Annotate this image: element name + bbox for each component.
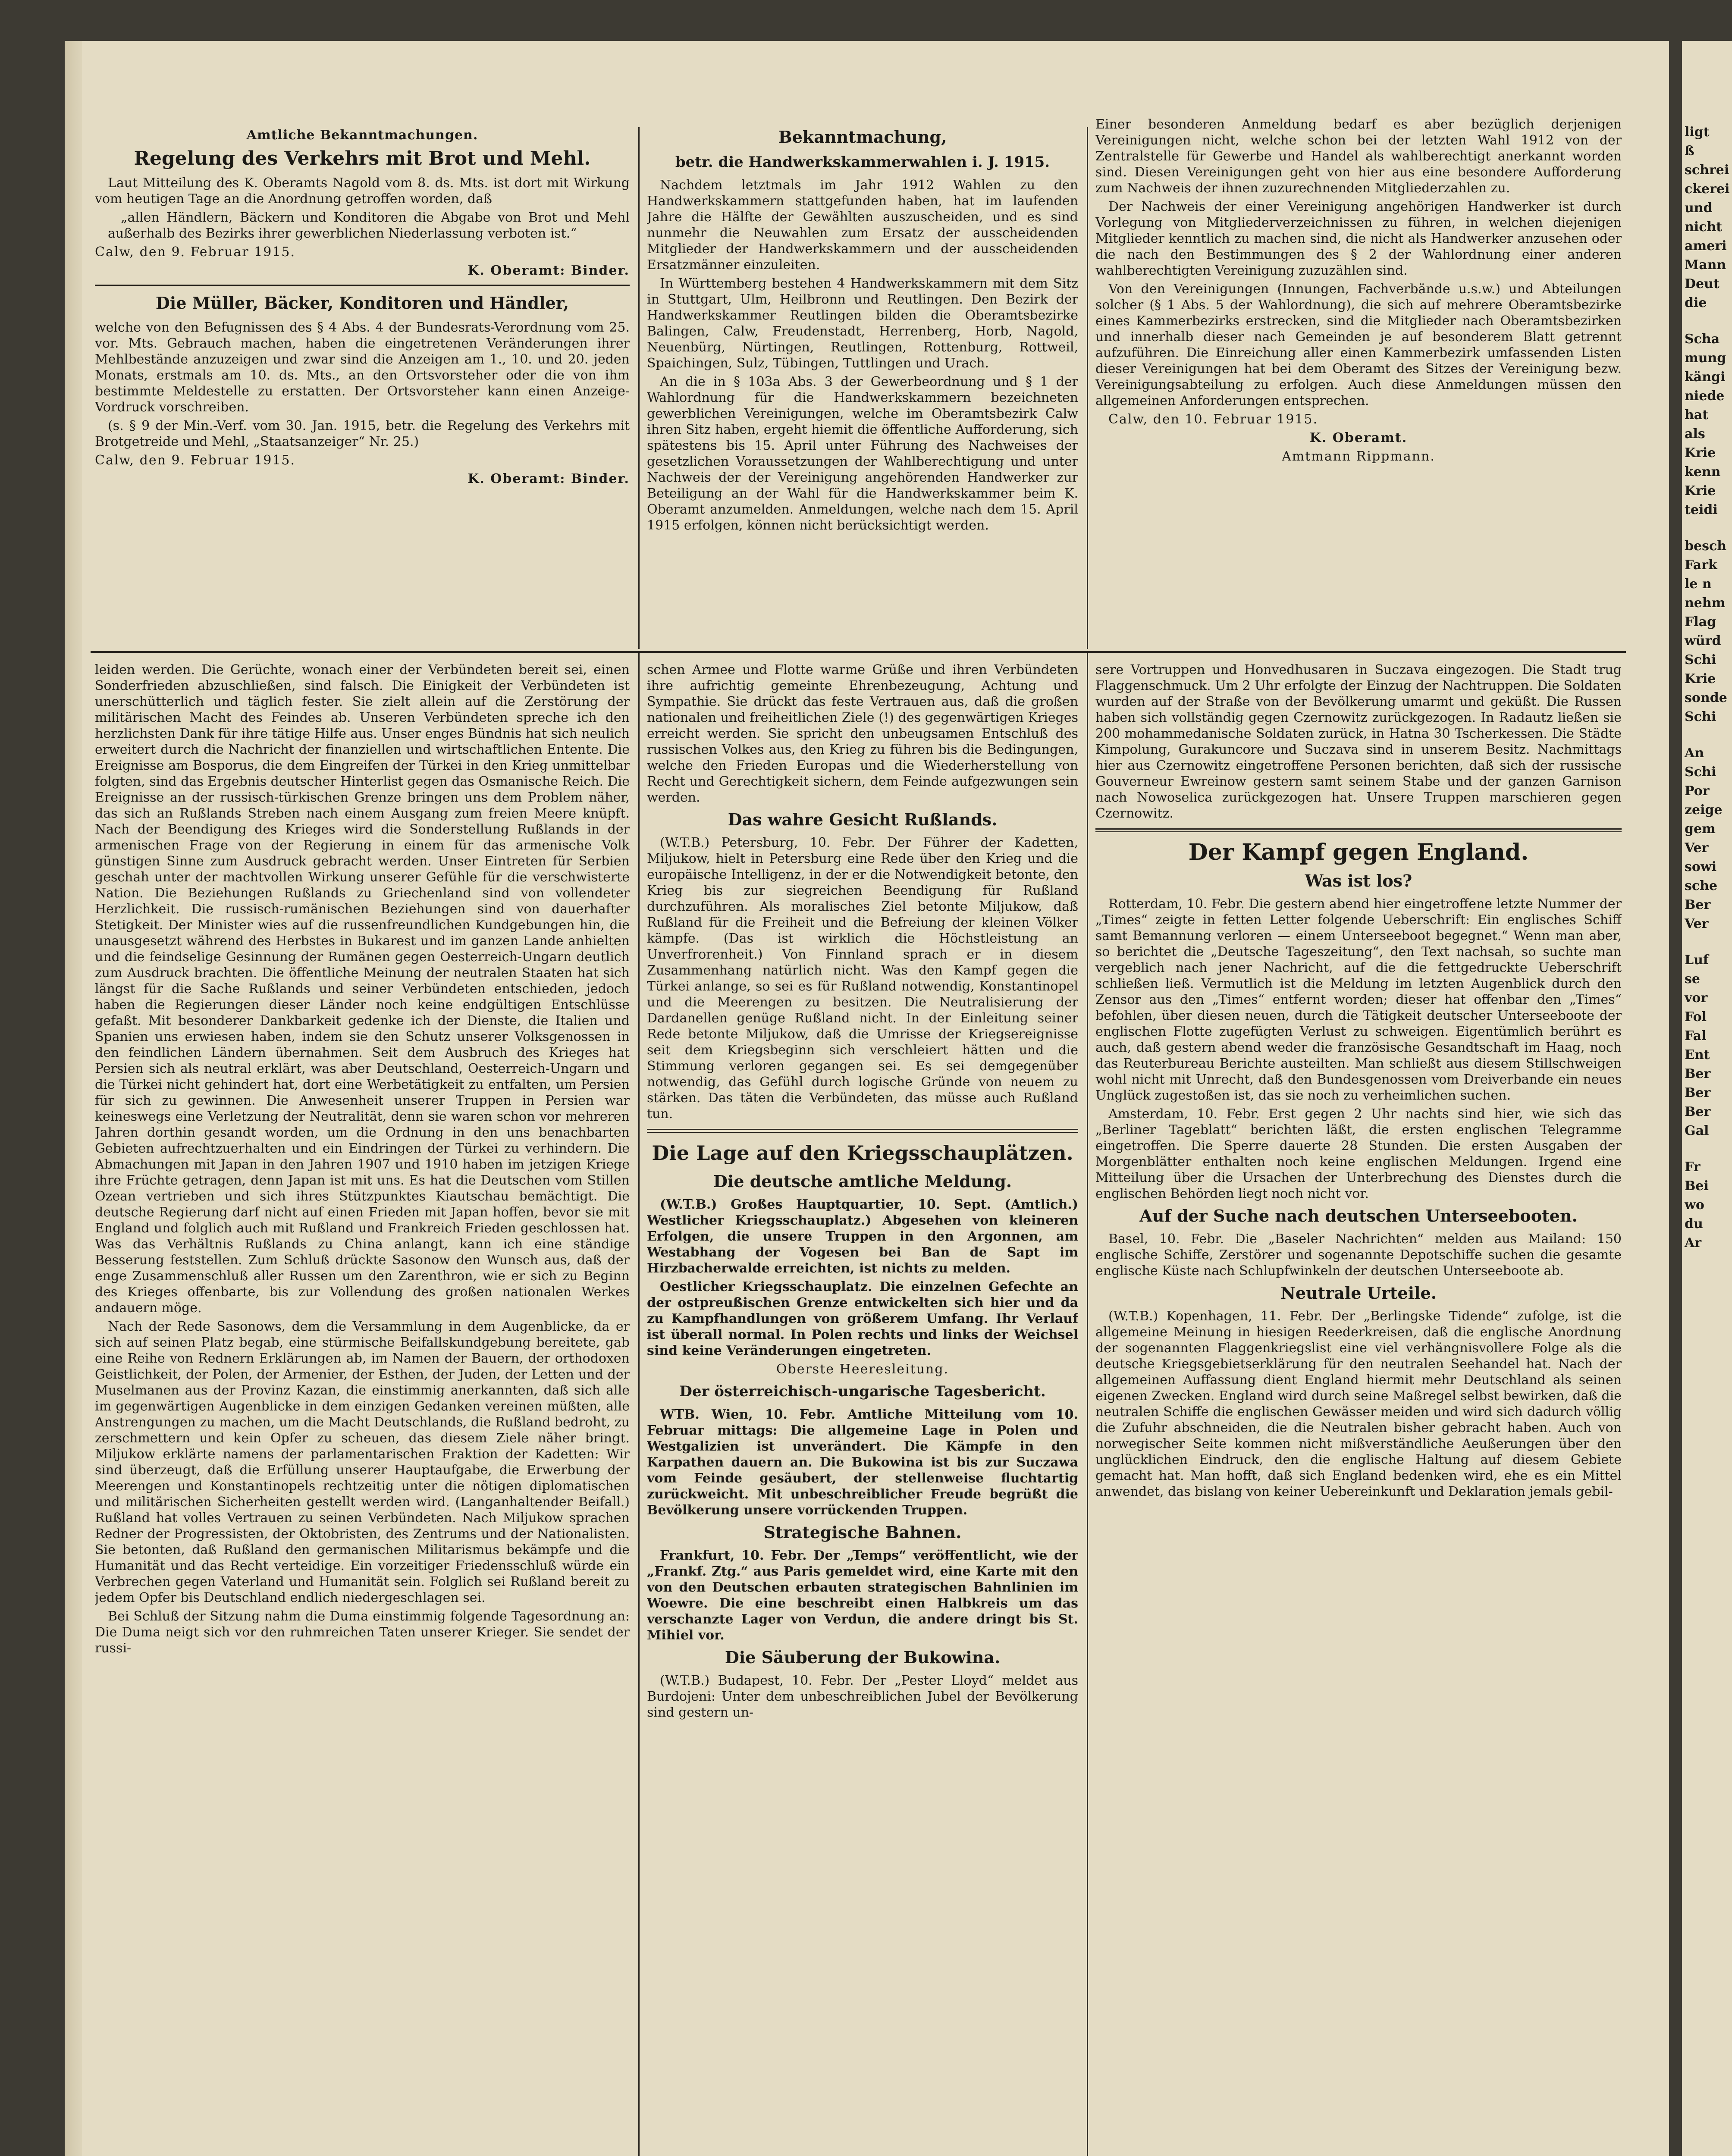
- next-page-edge: [1682, 41, 1732, 2156]
- article-column-3: [1095, 662, 1622, 2156]
- next-page-fragment: schrei: [1685, 163, 1729, 178]
- article-paragraph: Oestlicher Kriegsschauplatz. Die einzelnen Gefechte an der ostpreußischen Grenze entwickelten sich hier und da zu Kampfhandlungen von größerem Umfang. Ihr Verlauf ist überall normal. In Polen rechts und links der Weichsel sind keine Veränderungen eingetreten.: [647, 1279, 1078, 1358]
- next-page-fragment: Krie: [1685, 483, 1716, 498]
- next-page-fragment: Ver: [1685, 840, 1709, 856]
- next-page-fragment: Scha: [1685, 332, 1720, 347]
- next-page-fragment: und: [1685, 201, 1713, 216]
- article-paragraph: leiden werden. Die Gerüchte, wonach einer der Verbündeten bereit sei, einen Sonderfrieden abzuschließen, sind falsch. Die Einigkeit der Verbündeten ist unerschütterlich und täglich fester. Sie zielt allein auf die Zerstörung der militärischen Macht des Feindes ab. Unseren Verbündeten spreche ich den herzlichsten Dank für ihre tätige Hilfe aus. Unser enges Bündnis hat sich neulich erweitert durch die Nachricht der finanziellen und wirtschaftlichen Entente. Die Ereignisse am Bosporus, die dem Eingreifen der Türkei in den Krieg unmittelbar folgten, sind das Ergebnis deutscher Hinterlist gegen das Osmanische Reich. Die Ereignisse an der russisch-türkischen Grenze bringen uns dem Problem näher, das sich an Rußlands Streben nach einem Ausgang zum freien Meere knüpft. Nach der Beendigung des Krieges wird die Sonderstellung Rußlands in der armenischen Frage von der Regierung in einem für das armenische Volk günstigen Sinne zum Ausdruck gebracht werden. Unser Eintreten für Serbien geschah unter der machtvollen Wirkung unserer Gefühle für die verschwisterte Nation. Die Beziehungen Rußlands zu Griechenland sind von vollendeter Herzlichkeit. Die russisch-rumänischen Beziehungen sind von dauerhafter Stetigkeit. Der Minister wies auf die russenfreundlichen Kundgebungen hin, die unausgesetzt während des Herbstes in Bukarest und im ganzen Lande anhielten und die feindselige Gesinnung der Rumänen gegen Oesterreich-Ungarn deutlich zum Ausdruck brachten. Die öffentliche Meinung der neutralen Staaten hat sich längst für die Sache Rußlands und seiner Verbündeten entschieden, jedoch haben die Regierungen dieser Länder noch keine endgültigen Entschlüsse gefaßt. Mit besonderer Dankbarkeit gedenke ich der Dienste, die Italien und Spanien uns erwiesen haben, indem sie den Schutz unserer Volksgenossen in den feindlichen Ländern übernahmen. Seit dem Ausbruch des Krieges hat Persien sich als neutral erklärt, was aber Deutschland, Oesterreich-Ungarn und die Türkei nicht gehindert hat, dort eine Werbetätigkeit zu entfalten, um Persien für sich zu gewinnen. Die Anwesenheit unserer Truppen in Persien war keineswegs eine Verletzung der Neutralität, denn sie waren schon vor mehreren Jahren dorthin gesandt worden, um die Ordnung in den uns benachbarten Gebieten aufrechtzuerhalten und ein Eindringen der Türkei zu verhindern. Die Abmachungen mit Japan in den Jahren 1907 und 1910 haben im jetzigen Kriege ihre Früchte getragen, denn Japan ist mit uns. Es hat die Deutschen vom Stillen Ozean vertrieben und sich ihres Stützpunktes Kiautschau bemächtigt. Die deutsche Regierung darf nicht auf einen Frieden mit Japan hoffen, bevor sie mit England und folglich auch mit Rußland und Frankreich Frieden geschlossen hat. Was das Verhältnis Rußlands zu China anlangt, kann ich eine ständige Besserung feststellen. Zum Schluß drückte Sasonow den Wunsch aus, daß der enge Zusammenschluß aller Russen um den Zarenthron, wie er sich zu Beginn des Krieges offenbarte, bis zur Vollendung des großen nationalen Werkes andauern möge.: [95, 662, 630, 1316]
- next-page-fragment: sowi: [1685, 859, 1717, 874]
- next-page-fragment: Krie: [1685, 671, 1716, 686]
- next-page-fragment: Schi: [1685, 652, 1716, 667]
- section-label: Amtliche Bekanntmachungen.: [246, 128, 478, 143]
- next-page-fragment: Schi: [1685, 709, 1716, 724]
- article-heading: Der österreichisch-ungarische Tagesbericht.: [679, 1383, 1046, 1400]
- article-heading: Auf der Suche nach deutschen Unterseebooten.: [1139, 1206, 1578, 1225]
- next-page-fragment: vor: [1685, 990, 1708, 1006]
- newspaper-page: [82, 41, 1669, 2156]
- next-page-fragment: kenn: [1685, 464, 1721, 479]
- next-page-fragment: Flag: [1685, 614, 1716, 630]
- next-page-fragment: zeige: [1685, 802, 1723, 818]
- next-page-fragment: nicht: [1685, 219, 1723, 235]
- next-page-fragment: teidi: [1685, 502, 1718, 517]
- notice-paragraph: In Württemberg bestehen 4 Handwerkskammern mit dem Sitz in Stuttgart, Ulm, Heilbronn und Reutlingen. Den Bezirk der Handwerkskammer Reutlingen bilden die Oberamtsbezirke Balingen, Calw, Freudenstadt, Herrenberg, Horb, Nagold, Neuenbürg, Nürtingen, Reutlingen, Rottenburg, Rottweil, Spaichingen, Sulz, Tübingen, Tuttlingen und Urach.: [647, 276, 1078, 371]
- next-page-fragment: Ber: [1685, 897, 1711, 912]
- notice-paragraph: Von den Vereinigungen (Innungen, Fachverbände u.s.w.) und Abteilungen solcher (§ 1 Abs. 5 der Wahlordnung), die sich auf mehrere Oberamtsbezirke eines Kammerbezirks erstrecken, sind die Mitglieder nach Oberamtsbezirken und innerhalb dieser nach Gemeinden je auf besonderem Blatt getrennt aufzuführen. Die Einreichung aller einen Kammerbezirk umfassenden Listen dieser Vereinigungen hat bei dem Oberamt des Sitzes der Vereinigung bezw. Vereinigungsabteilung zu erfolgen. Auch diese Anmeldungen müssen den allgemeinen Anforderungen entsprechen.: [1095, 282, 1622, 408]
- next-page-fragment: nehm: [1685, 595, 1726, 611]
- article-paragraph: (W.T.B.) Budapest, 10. Febr. Der „Pester Lloyd“ meldet aus Burdojeni: Unter dem unbeschreiblichen Jubel der Bevölkerung sind gestern un-: [647, 1673, 1078, 1720]
- next-page-fragment: Ent: [1685, 1047, 1710, 1062]
- notice-column-2: [647, 127, 1078, 645]
- notice-paragraph: Nachdem letztmals im Jahr 1912 Wahlen zu den Handwerkskammern stattgefunden haben, hat im laufenden Jahre die Hälfte der Gewählten auszuscheiden, und es sind nunmehr die Neuwahlen zum Ersatz der ausscheidenden Mitglieder der Handwerkskammern und der ausscheidenden Ersatzmänner einzuleiten.: [647, 178, 1078, 273]
- next-page-fragment: Bei: [1685, 1178, 1709, 1194]
- notice-body: Laut Mitteilung des K. Oberamts Nagold vom 8. ds. Mts. ist dort mit Wirkung vom heutigen Tage an die Anordnung getroffen worden, daß: [95, 175, 630, 207]
- notice-signature: K. Oberamt: Binder.: [468, 471, 630, 486]
- next-page-fragment: kängi: [1685, 370, 1726, 385]
- article-column-2: [647, 662, 1078, 2156]
- article-paragraph: (W.T.B.) Petersburg, 10. Febr. Der Führer der Kadetten, Miljukow, hielt in Petersburg eine Rede über den Krieg und die europäische Intelligenz, in der er die Notwendigkeit betonte, den Krieg bis zur siegreichen Beendigung für Rußland durchzuführen. Als moralisches Ziel betonte Miljukow, daß Rußland für die Freiheit und die Befreiung der kleinen Völker kämpfe. (Das ist wirklich die Höchstleistung an Unverfrorenheit.) Von Finnland sprach er in diesem Zusammenhang natürlich nicht. Was den Kampf gegen die Türkei anlange, so sei es für Rußland notwendig, Konstantinopel und die Meerengen zu besitzen. Die Neutralisierung der Dardanellen genüge Rußland nicht. In der Einleitung seiner Rede betonte Miljukow, daß die Umrisse der Kriegsereignisse seit dem Kriegsbeginn sich verschleiert hätten und die Stimmung verloren gegangen sei. Es sei demgegenüber notwendig, das Gefühl durch logische Gründe von neuem zu stärken. Das täten die Verbündeten, das müsse auch Rußland tun.: [647, 835, 1078, 1122]
- next-page-fragment: Ber: [1685, 1104, 1711, 1119]
- notice-column-3: [1095, 116, 1622, 647]
- next-page-fragment: niede: [1685, 389, 1725, 404]
- notice-signature: K. Oberamt.: [1309, 430, 1408, 445]
- notice-reference: (s. § 9 der Min.-Verf. vom 30. Jan. 1915, betr. die Regelung des Verkehrs mit Brotgetreide und Mehl, „Staatsanzeiger“ Nr. 25.): [95, 418, 630, 449]
- article-paragraph: Nach der Rede Sasonows, dem die Versammlung in dem Augenblicke, da er sich auf seinen Platz begab, eine stürmische Beifallskundgebung bereitete, gab eine Reihe von Rednern Erklärungen ab, im Namen der Bauern, der orthodoxen Geistlichkeit, der Polen, der Armenier, der Esthen, der Juden, der Letten und der Muselmanen aus der Provinz Kazan, die einstimmig anerkannten, daß sich alle im gegenwärtigen Augenblicke in dem einzigen Gedanken vereinen müßten, alle Anstrengungen zu machen, um die Macht Deutschlands, die Rußland bedroht, zu zerschmettern und kein Opfer zu scheuen, das diesem Ziele näher bringt. Miljukow erklärte namens der parlamentarischen Fraktion der Kadetten: Wir sind überzeugt, daß die Erfüllung unserer Hauptaufgabe, die Erwerbung der Meerengen und Konstantinopels rechtzeitig unter die nötigen diplomatischen und militärischen Sicherheiten gestellt werden wird. (Langanhaltender Beifall.) Rußland hat volles Vertrauen zu seinen Verbündeten. Nach Miljukow sprachen Redner der Progressisten, der Oktobristen, des Zentrums und der Nationalisten. Sie betonten, daß Rußland den germanischen Militarismus bekämpfe und die Humanität und das Recht verteidige. Ein vorzeitiger Friedensschluß würde ein Verbrechen gegen Vaterland und Humanität sein. Folglich sei Rußland bereit zu jedem Opfer bis Deutschland endlich niedergeschlagen sei.: [95, 1319, 630, 1605]
- next-page-fragment: gem: [1685, 821, 1716, 837]
- next-page-fragment: Fr: [1685, 1159, 1701, 1175]
- next-page-fragment: würd: [1685, 633, 1721, 649]
- article-heading: Strategische Bahnen.: [763, 1523, 962, 1542]
- notice-quote: „allen Händlern, Bäckern und Konditoren die Abgabe von Brot und Mehl außerhalb des Bezirks ihrer gewerblichen Niederlassung verboten ist.“: [108, 210, 630, 241]
- next-page-fragment: le n: [1685, 577, 1712, 592]
- next-page-fragments: [1682, 41, 1732, 1253]
- next-page-fragment: du: [1685, 1216, 1703, 1232]
- next-page-fragment: Por: [1685, 783, 1710, 799]
- next-page-fragment: ameri: [1685, 238, 1727, 254]
- article-paragraph: (W.T.B.) Großes Hauptquartier, 10. Sept. (Amtlich.) Westlicher Kriegsschauplatz.) Abgesehen von kleineren Erfolgen, die unsere Truppen in den Argonnen, am Westabhang der Vogesen bei Ban de Sapt im Hirzbacherwalde erreichten, ist nichts zu melden.: [647, 1197, 1078, 1276]
- notice-title: Die Müller, Bäcker, Konditoren und Händler,: [155, 293, 569, 313]
- next-page-fragment: Ar: [1685, 1235, 1702, 1250]
- notice-subtitle: betr. die Handwerkskammerwahlen i. J. 1915.: [675, 154, 1050, 171]
- article-paragraph: Amsterdam, 10. Febr. Erst gegen 2 Uhr nachts sind hier, wie sich das „Berliner Tageblatt“ berichten läßt, die ersten englischen Telegramme eingetroffen. Die Sperre dauerte 28 Stunden. Die ersten Ausgaben der Morgenblätter enthalten noch keine englischen Meldungen. Irgend eine Mitteilung über die Ursachen der Unterbrechung des Dienstes durch die englischen Behörden liegt noch nicht vor.: [1095, 1106, 1622, 1201]
- article-paragraph: schen Armee und Flotte warme Grüße und ihren Verbündeten ihre aufrichtig gemeinte Ehrenbezeugung, Achtung und Sympathie. Sie drückt das feste Vertrauen aus, daß die großen nationalen und freiheitlichen Ziele (!) des gegenwärtigen Krieges erreicht werden. Sie spricht den unbeugsamen Entschluß des russischen Volkes aus, den Krieg zu führen bis die Bedingungen, welche den Frieden Europas und die Wiederherstellung von Recht und Gerechtigkeit sichern, dem Feinde aufgezwungen sein werden.: [647, 662, 1078, 805]
- next-page-fragment: Ver: [1685, 916, 1709, 931]
- notice-title: Bekanntmachung,: [778, 127, 947, 147]
- next-page-fragment: Gal: [1685, 1123, 1709, 1138]
- notice-place-date: Calw, den 10. Februar 1915.: [1108, 412, 1318, 427]
- article-paragraph: Frankfurt, 10. Febr. Der „Temps“ veröffentlicht, wie der „Frankf. Ztg.“ aus Paris gemeldet wird, eine Karte mit den von den Deutschen erbauten strategischen Bahnlinien im Woewre. Die eine beschreibt einen Halbkreis um das verschanzte Lager von Verdun, die andere dringt bis St. Mihiel vor.: [647, 1548, 1078, 1643]
- next-page-fragment: Deut: [1685, 276, 1719, 291]
- section-divider: [91, 651, 1626, 653]
- column-divider: [638, 127, 640, 649]
- next-page-fragment: Fol: [1685, 1009, 1707, 1025]
- article-column-1: [95, 662, 630, 2156]
- next-page-fragment: Mann: [1685, 257, 1726, 273]
- article-paragraph: Rotterdam, 10. Febr. Die gestern abend hier eingetroffene letzte Nummer der „Times“ zeigte in fetten Letter folgende Ueberschrift: Ein englisches Schiff samt Bemannung verloren — einem Unterseeboot begegnet.“ Wenn man aber, so berichtet die „Deutsche Tageszeitung“, den Text nachsah, so suchte man vergeblich nach jener Nachricht, auf die die fettgedruckte Ueberschrift schließen ließ. Vermutlich ist die Meldung im letzten Augenblick durch den Zensor aus den „Times“ entfernt worden; dieser hat offenbar den „Times“ befohlen, über diesen neuen, durch die Tätigkeit deutscher Unterseeboote der englischen Flotte zugefügten Verlust zu schweigen. Eigentümlich berührt es auch, daß gestern abend weder die französische Gesandtschaft im Haag, noch das Reuterbureau Berichte austeilten. Man schließt aus diesem Stillschweigen wohl nicht mit Unrecht, daß den Bundesgenossen vom Dreiverbande ein neues Unglück zugestoßen ist, das sie noch zu verheimlichen suchen.: [1095, 896, 1622, 1103]
- next-page-fragment: Schi: [1685, 765, 1716, 780]
- article-heading: Das wahre Gesicht Rußlands.: [728, 810, 998, 829]
- article-paragraph: (W.T.B.) Kopenhagen, 11. Febr. Der „Berlingske Tidende“ zufolge, ist die allgemeine Meinung in hiesigen Reederkreisen, daß die englische Anordnung der sogenannten Flaggenkriegslist eine viel verhängnisvollere Folge als die deutsche Kriegsgebietserklärung für den neutralen Seehandel hat. Nach der allgemeinen Auffassung dient England hiermit mehr Deutschland als seinen eigenen Zwecken. England wird durch seine Maßregel selbst bewirken, daß die neutralen Schiffe die englischen Gewässer meiden und wird sich dadurch völlig die Zufuhr abschneiden, die die Neutralen bisher gebracht haben. Auch von norwegischer Seite kommen nicht mißverständliche Aeußerungen über den unglücklichen Eindruck, den die englische Haltung auf diesem Gebiete gemacht hat. Man hofft, daß sich England bedenken wird, ehe es ein Mittel anwendet, das bislang von keiner Uebereinkunft und Deklaration jemals gebil-: [1095, 1309, 1622, 1499]
- article-heading: Was ist los?: [1305, 871, 1412, 890]
- next-page-fragment: als: [1685, 426, 1705, 442]
- article-paragraph: WTB. Wien, 10. Febr. Amtliche Mitteilung vom 10. Februar mittags: Die allgemeine Lage in Polen und Westgalizien ist unverändert. Die Kämpfe in den Karpathen dauern an. Die Bukowina ist bis zur Suczawa vom Feinde gesäubert, der stellenweise fluchtartig zurückweicht. Mit unbeschreiblicher Freude begrüßt die Bevölkerung unsere vorrückenden Truppen.: [647, 1407, 1078, 1518]
- next-page-fragment: ckerei: [1685, 182, 1730, 197]
- next-page-fragment: Fal: [1685, 1028, 1707, 1044]
- next-page-fragment: die: [1685, 295, 1707, 310]
- section-heading: Der Kampf gegen England.: [1188, 839, 1529, 865]
- next-page-fragment: Krie: [1685, 445, 1716, 461]
- column-divider: [638, 653, 640, 2156]
- next-page-fragment: besch: [1685, 539, 1727, 554]
- next-page-fragment: Luf: [1685, 953, 1709, 968]
- next-page-fragment: Ber: [1685, 1085, 1711, 1100]
- notice-body: welche von den Befugnissen des § 4 Abs. 4 der Bundesrats-Verordnung vom 25. vor. Mts. Gebrauch machen, haben die eingetretenen Veränderungen ihrer Mehlbestände anzuzeigen und zwar sind die Anzeigen am 1., 10. und 20. jeden Monats, erstmals am 10. ds. Mts., an den Ortsvorsteher oder die von ihm bestimmte Meldestelle zu erstatten. Der Ortsvorsteher kann einen Anzeige-Vordruck vorschreiben.: [95, 320, 630, 415]
- article-heading: Neutrale Urteile.: [1280, 1283, 1437, 1303]
- article-signature: Oberste Heeresleitung.: [776, 1362, 949, 1377]
- notice-place-date: Calw, den 9. Februar 1915.: [95, 453, 296, 468]
- notice-title: Regelung des Verkehrs mit Brot und Mehl.: [134, 147, 591, 169]
- article-paragraph: Bei Schluß der Sitzung nahm die Duma einstimmig folgende Tagesordnung an: Die Duma neigt sich vor den ruhmreichen Taten unserer Krieger. Sie sendet der russi-: [95, 1609, 630, 1656]
- notice-signature: Amtmann Rippmann.: [1282, 449, 1435, 464]
- article-heading: Die Säuberung der Bukowina.: [725, 1648, 1001, 1667]
- article-heading: Die deutsche amtliche Meldung.: [713, 1172, 1012, 1191]
- notice-place-date: Calw, den 9. Februar 1915.: [95, 244, 296, 260]
- article-paragraph: Basel, 10. Febr. Die „Baseler Nachrichten“ melden aus Mailand: 150 englische Schiffe, Zerstörer und sogenannte Depotschiffe suchen die gesamte englische Küste nach Schlupfwinkeln der deutschen Unterseeboote ab.: [1095, 1232, 1622, 1279]
- divider: [95, 285, 630, 286]
- column-divider: [1087, 127, 1088, 649]
- next-page-fragment: Fark: [1685, 558, 1717, 573]
- next-page-fragment: ß: [1685, 144, 1694, 159]
- notice-paragraph: An die in § 103a Abs. 3 der Gewerbeordnung und § 1 der Wahlordnung für die Handwerkskammern bezeichneten gewerblichen Vereinigungen, welche im Oberamtsbezirk Calw ihren Sitz haben, ergeht hiemit die öffentliche Aufforderung, sich spätestens bis 15. April unter Führung des Nachweises der gesetzlichen Voraussetzungen der Wahlberechtigung und unter Nachweis der der Vereinigung angehörenden Handwerker zur Beteiligung an der Wahl für die Handwerkskammer beim K. Oberamt anzumelden. Anmeldungen, welche nach dem 15. April 1915 erfolgen, können nicht berücksichtigt werden.: [647, 374, 1078, 533]
- notice-signature: K. Oberamt: Binder.: [468, 263, 630, 278]
- next-page-fragment: hat: [1685, 407, 1709, 423]
- notice-column-1: [95, 127, 630, 645]
- next-page-fragment: sche: [1685, 878, 1718, 893]
- column-divider: [1087, 653, 1088, 2156]
- notice-paragraph: Der Nachweis der einer Vereinigung angehörigen Handwerker ist durch Vorlegung von Mitgliederverzeichnissen zu führen, in welchen diejenigen Mitglieder kenntlich zu machen sind, die nicht als Handwerker anzusehen oder die nach den Bestimmungen des § 2 der Wahlordnung einer anderen wahlberechtigten Vereinigung zuzuzählen sind.: [1095, 199, 1622, 278]
- next-page-fragment: se: [1685, 971, 1700, 987]
- divider: [1095, 828, 1622, 832]
- next-page-fragment: sonde: [1685, 690, 1727, 705]
- article-paragraph: sere Vortruppen und Honvedhusaren in Suczava eingezogen. Die Stadt trug Flaggenschmuck. Um 2 Uhr erfolgte der Einzug der Nachtruppen. Die Soldaten wurden auf der Straße von der Bevölkerung umarmt und geküßt. Die Russen haben sich vollständig gegen Czernowitz zurückgezogen. In Radautz ließen sie 200 mohammedanische Soldaten zurück, in Hatna 30 Tscherkessen. Die Städte Kimpolung, Gurakuncore und Suczava sind in unserem Besitz. Nachmittags hier aus Czernowitz eingetroffene Personen berichten, daß sich der russische Gouverneur Ewreinow gestern samt seinem Stabe und der ganzen Garnison nach Nowoselica zurückgezogen hat. Unsere Truppen marschieren gegen Czernowitz.: [1095, 662, 1622, 821]
- notice-paragraph: Einer besonderen Anmeldung bedarf es aber bezüglich derjenigen Vereinigungen nicht, welche schon bei der letzten Wahl 1912 von der Zentralstelle für Gewerbe und Handel als wahlberechtigt anerkannt worden sind. Diesen Vereinigungen geht von hier aus eine besondere Aufforderung zum Nachweis der ihnen zuzurechnenden Mitgliederzahlen zu.: [1095, 117, 1622, 196]
- next-page-fragment: mung: [1685, 351, 1726, 366]
- section-heading: Die Lage auf den Kriegsschauplätzen.: [652, 1141, 1073, 1165]
- next-page-fragment: ligt: [1685, 125, 1710, 140]
- divider: [647, 1129, 1078, 1133]
- next-page-fragment: wo: [1685, 1197, 1704, 1213]
- next-page-fragment: Ber: [1685, 1066, 1711, 1081]
- next-page-fragment: An: [1685, 746, 1704, 761]
